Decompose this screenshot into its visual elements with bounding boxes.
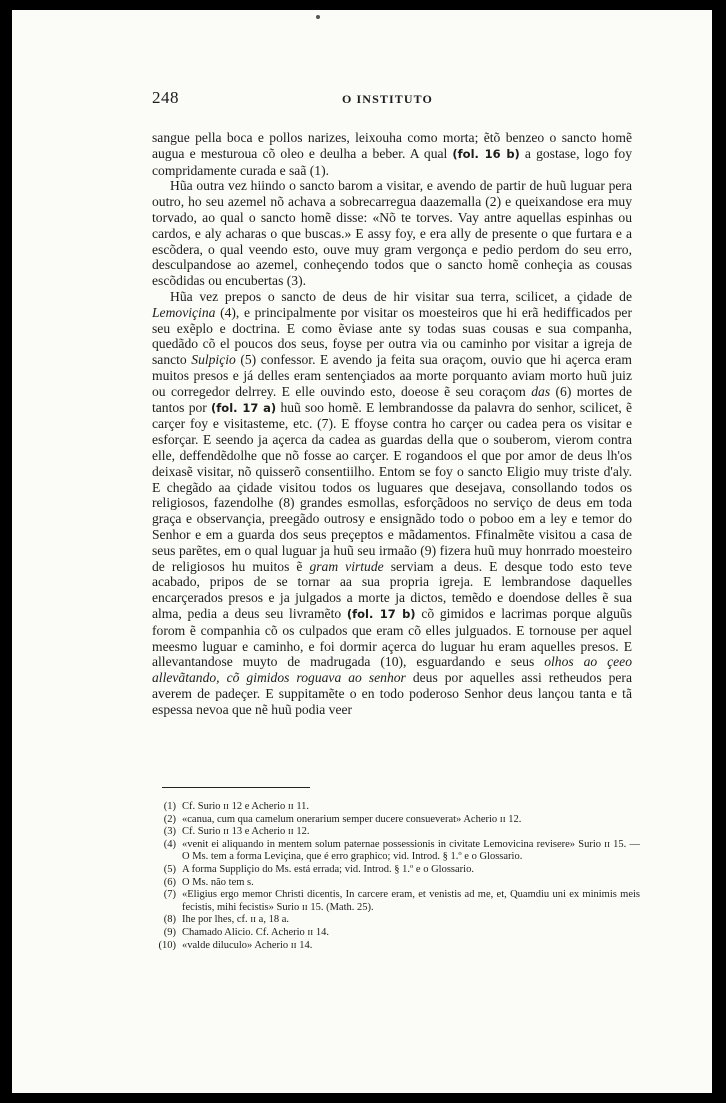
footnote-text: «canua, cum qua camelum onerarium semper ducere consueverat» Acherio ɪɪ 12. — [182, 813, 522, 825]
folio-marker: (fol. 17 b) — [346, 606, 416, 621]
text-run: serviam a deus. E desque todo esto teve acabado, pripos de se tornar aa sua propria igreja. E lembrandose daquelles encarçerados presos e ja julgados a morte ja dictos, temẽdo e doendose delles ẽ sua alma, pedia a deus seu livramẽto — [152, 558, 632, 621]
running-title: O INSTITUTO — [342, 92, 433, 106]
footnote-rule — [162, 787, 310, 788]
emphasis: olhos ao çeeo allevãtando, cõ gimidos roguava ao senhor — [152, 654, 633, 686]
footnote — [152, 839, 640, 864]
running-head — [152, 90, 592, 110]
footnote-number: (8) — [163, 914, 176, 926]
footnote — [152, 864, 640, 877]
text-run: (4), e principalmente por visitar os moesteiros que hi erã hedifficados per seu exẽplo e doctrina. E como ẽviase ante sy todas suas cousas e sua companha, quedãdo cõ el poucos dos seus, foyse per outra via ou caminho por visitar a igreja de sancto — [152, 304, 632, 368]
footnote-number: (9) — [163, 926, 176, 938]
text-run: huũ soo homẽ. E lembrandosse da palavra do senhor, scilicet, ẽ carçer foy e visitasteme, etc. (7). E ffoyse contra ho carçer ou cadea pera os visitar e esforçar. E seendo ja açerca da cadea as guardas della que o souberom, vierom contra elle, deffendẽdolhe que nõ fosse ao carçer. E rogandoos el que por amor de deus lh'os deixasẽ visitar, nõ quisserõ consentiilho. Entom se foy o sancto Eligio muy triste d'aly. E chegãdo aa çidade visitou todos os luguares que desejava, consollando todos os religiosos, fazendolhe (8) grandes esmollas, esforçãdoos no serviço de deus em toda graça e observançia, preegãdo outrosy e ensignãdo todo o poboo em a ley e temor do Senhor e em a guarda dos seus preçeptos e mãdamentos. Ffinalmẽte visitou a casa de seus parẽtes, em o qual luguar ja huũ seu irmaão (9) fizera huũ muy honrrado moesteiro de religiosos hu muitos ẽ — [152, 399, 633, 574]
footnote — [152, 940, 640, 953]
book-page — [12, 10, 712, 1093]
text-run: a gostase, logo foy compridamente curada e saã (1). — [152, 145, 632, 178]
saint-name: Sulpiçio — [191, 352, 236, 368]
footnote — [152, 927, 640, 940]
footnote-text: O Ms. não tem s. — [182, 876, 254, 888]
footnote-text: «venit ei aliquando in mentem solum paternae possessionis in civitate Lemovicina revisere» Surio ɪɪ 15. — O Ms. tem a forma Leviçina, que é erro graphico; vid. Introd. § 1.º e o Glossario. — [182, 838, 640, 863]
footnote — [152, 914, 640, 927]
page-number: 248 — [152, 88, 179, 107]
text-run: cõ gimidos e lacrimas porque alguũs forom ẽ companhia cõ os culpados que eram cõ elles julguados. E tornouse per aquel meesmo luguar e caminho, e foi dormir açerca do luguar hu eram aquelles presos. E allevantandose muyto de madrugada (10), esguardando e seus — [152, 605, 632, 670]
emphasis: das — [531, 383, 551, 399]
footnote-number: (3) — [163, 826, 176, 838]
footnote — [152, 877, 640, 890]
footnote-number: (1) — [163, 801, 176, 812]
text-run: (5) confessor. E avendo ja feita sua oraçom, ouvio que hi açerca eram muitos presos e já delles eram sentençiados aa morte porquanto aviam morto huũ juiz ou corregedor delrrey. E elle ouvindo esto, doeose ẽ seu coraçom — [152, 352, 633, 399]
paragraph-2: Hũa outra vez hiindo o sancto barom a visitar, e avendo de partir de huũ luguar pera outro, ho seu azemel nõ achava a sobrecarregua daazemalla (2) e queixandose era muy torvado, ao qual o sancto homẽ disse: «Nõ te torves. Vay antre aquellas espinhas ou cardos, e aly acharas o que buscas.» E assy foy, e era ally de presente o que furtara e a escõdera, o qual veendo esto, ouve muy gram vergonça e pedio perdom do seu erro, desculpandose ao azemel, conheçendo todos que o sancto homẽ conheçia as cousas escõdidas ou encubertas (3). — [152, 178, 632, 289]
footnote-number: (10) — [158, 939, 176, 951]
footnote-number: (5) — [163, 863, 176, 875]
footnote-number: (2) — [163, 813, 176, 825]
emphasis: gram virtude — [309, 558, 384, 574]
footnote-text: «valde diluculo» Acherio ɪɪ 14. — [182, 939, 313, 951]
footnote-text: Cf. Surio ɪɪ 13 e Acherio ɪɪ 12. — [182, 826, 310, 838]
footnote — [152, 826, 640, 839]
footnote-number: (4) — [163, 838, 176, 850]
text-run: (6) mortes de tantos por — [152, 383, 632, 415]
footnote-text: Cf. Surio ɪɪ 12 e Acherio ɪɪ 11. — [182, 801, 310, 812]
folio-marker: (fol. 16 b) — [452, 146, 520, 161]
folio-marker: (fol. 17 a) — [211, 400, 277, 415]
footnote-number: (7) — [163, 889, 176, 901]
page-speck — [316, 15, 320, 19]
place-name: Lemoviçina — [152, 304, 216, 320]
footnote — [152, 814, 640, 827]
text-run: sangue pella boca e pollos narizes, leixouha como morta; ẽtõ benzeo o sancto homẽ augua e mesturoua cõ oleo e deulha a beber. A qual — [152, 130, 632, 161]
text-run: deus por aquelles assi retheudos pera averem de padeçer. E suppitamẽte o en todo poderoso Senhor deus lançou tanta e tã espessa nevoa que nẽ huũ podia veer — [152, 670, 632, 717]
footnote-text: A forma Suppliçio do Ms. está errada; vid. Introd. § 1.º e o Glossario. — [182, 863, 474, 875]
footnotes — [152, 801, 640, 952]
main-text — [152, 130, 632, 717]
footnote-text: Ihe por lhes, cf. ɪɪ a, 18 a. — [182, 914, 290, 926]
footnote-number: (6) — [163, 876, 176, 888]
footnote — [152, 801, 640, 814]
footnote-text: «Eligius ergo memor Christi dicentis, In carcere eram, et venistis ad me, et, Quamdiu uni ex minimis meis fecistis, mihi fecistis» Surio ɪɪ 15. (Math. 25). — [182, 889, 640, 913]
footnote — [152, 889, 640, 914]
footnote-text: Chamado Alicio. Cf. Acherio ɪɪ 14. — [182, 926, 329, 938]
paragraph-3 — [152, 289, 632, 718]
paragraph-1 — [152, 130, 632, 178]
text-run: Hũa vez prepos o sancto de deus de hir visitar sua terra, scilicet, a çidade de — [170, 288, 632, 304]
